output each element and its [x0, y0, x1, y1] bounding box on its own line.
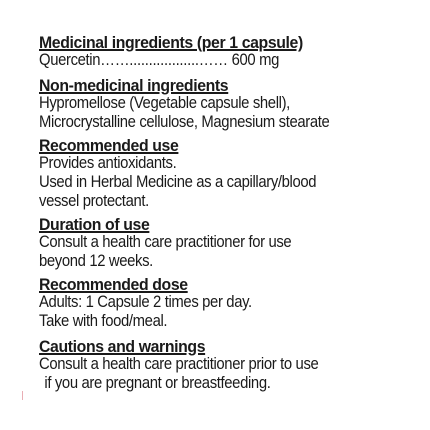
medicinal-ingredients-heading: Medicinal ingredients (per 1 capsule): [39, 33, 303, 52]
recommended-dose-heading: Recommended dose: [39, 275, 188, 294]
body-line: Adults: 1 Capsule 2 times per day.: [39, 293, 252, 311]
body-line: Take with food/meal.: [39, 312, 168, 330]
body-line: Consult a health care practitioner prior to use: [39, 355, 319, 373]
ingredient-name: Quercetin: [39, 51, 101, 69]
body-line: beyond 12 weeks.: [39, 252, 153, 270]
cautions-warnings-section: [39, 338, 424, 393]
recommended-dose-section: [39, 276, 424, 331]
duration-of-use-section: [39, 216, 424, 271]
body-line: Microcrystalline cellulose, Magnesium stearate: [39, 113, 330, 131]
body-line: Consult a health care practitioner for use: [39, 233, 292, 251]
non-medicinal-ingredients-section: [39, 77, 424, 132]
ingredient-amount: 600 mg: [227, 51, 280, 69]
body-line: if you are pregnant or breastfeeding.: [44, 374, 271, 392]
medicinal-ingredients-section: [39, 34, 424, 70]
stray-mark: [22, 391, 23, 400]
duration-of-use-heading: Duration of use: [39, 215, 150, 234]
leader-dots: ……..................……: [100, 51, 228, 69]
recommended-use-heading: Recommended use: [39, 136, 179, 155]
body-line: Provides antioxidants.: [39, 154, 177, 172]
body-line: Hypromellose (Vegetable capsule shell),: [39, 94, 290, 112]
recommended-use-section: [39, 137, 424, 211]
body-line: Used in Herbal Medicine as a capillary/blood: [39, 173, 317, 191]
ingredient-row-quercetin: [39, 51, 386, 70]
cautions-warnings-heading: Cautions and warnings: [39, 337, 206, 356]
non-medicinal-ingredients-heading: Non-medicinal ingredients: [39, 76, 229, 95]
body-line: vessel protectant.: [39, 192, 149, 210]
